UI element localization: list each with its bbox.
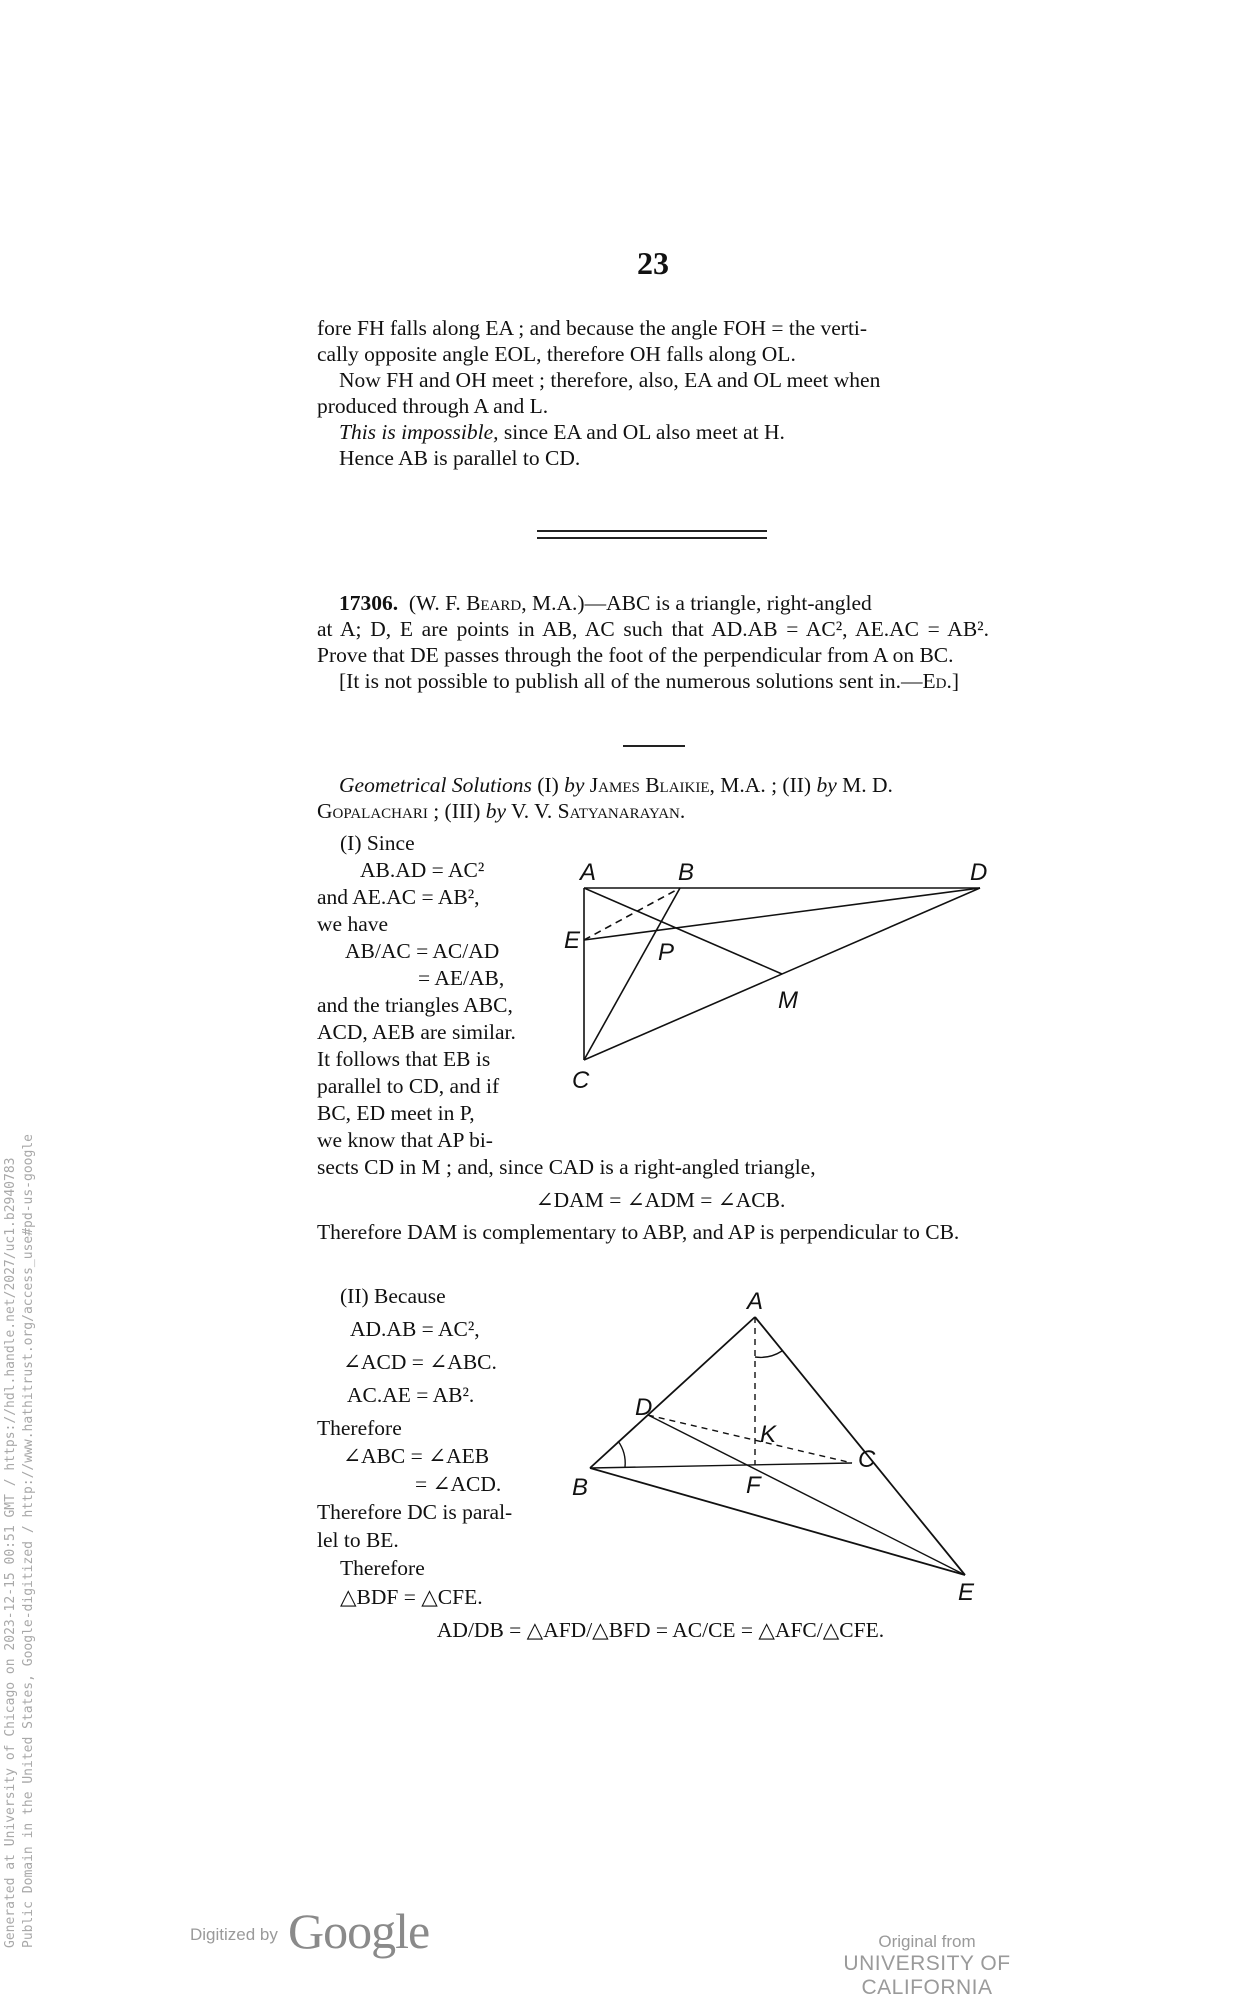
fig2-label: B xyxy=(572,1474,589,1501)
sol2-line: ∠ABC = ∠AEB xyxy=(343,1444,490,1468)
sol1-equation: ∠DAM = ∠ADM = ∠ACB. xyxy=(535,1188,786,1212)
text-line: produced through A and L. xyxy=(317,394,549,418)
problem-statement xyxy=(317,590,989,694)
fig2-label: D xyxy=(635,1394,653,1421)
sol2-line: Therefore xyxy=(317,1416,402,1440)
sol2-line: △BDF = △CFE. xyxy=(340,1585,483,1609)
editor-note: [It is not possible to publish all of the numerous solutions sent in.—Ed.] xyxy=(339,669,959,693)
short-rule xyxy=(623,745,685,747)
sol1-line: AB/AC = AC/AD xyxy=(345,939,500,963)
fig2-label: A xyxy=(747,1288,764,1315)
line-BC xyxy=(590,1463,852,1468)
line-AM xyxy=(584,888,782,974)
sol1-line: BC, ED meet in P, xyxy=(317,1101,475,1125)
sol1-line: we know that AP bi- xyxy=(317,1128,493,1152)
hathitrust-stamp: Generated at University of Chicago on 2023-12-15 00:51 GMT / https://hdl.handle.net/2027/uc1.b2940783 Public Domain in the United States, Google-digitized / http://www.hathitrust.org/access_use#pd-us-google xyxy=(3,1134,36,1948)
line-AB xyxy=(590,1317,755,1468)
fig2-label: F xyxy=(746,1472,761,1499)
digitized-by-label: Digitized by xyxy=(190,1925,278,1944)
line-DE xyxy=(648,1415,965,1575)
line-DC-dashed xyxy=(648,1415,852,1463)
sol2-line: Therefore DC is paral- xyxy=(317,1500,513,1524)
sol1-line: ACD, AEB are similar. xyxy=(317,1020,516,1044)
line-BE xyxy=(590,1468,965,1575)
sol1-conclusion: Therefore DAM is complementary to ABP, and AP is perpendicular to CB. xyxy=(317,1220,960,1244)
text-line: Hence AB is parallel to CD. xyxy=(339,446,581,470)
angle-mark-B xyxy=(618,1441,625,1467)
fig1-label: P xyxy=(658,939,675,966)
sol1-line: and AE.AC = AB², xyxy=(317,885,480,909)
sol1-continuation: sects CD in M ; and, since CAD is a right-angled triangle, xyxy=(317,1155,816,1179)
sol2-line: Therefore xyxy=(340,1556,425,1580)
original-from-block: Original from UNIVERSITY OF CALIFORNIA xyxy=(843,1932,1011,1999)
sol1-line: = AE/AB, xyxy=(418,966,505,990)
text-line: fore FH falls along EA ; and because the angle FOH = the verti- xyxy=(317,316,868,340)
fig1-label: D xyxy=(970,860,988,886)
problem-line: 17306. (W. F. Beard, M.A.)—ABC is a triangle, right-angled xyxy=(339,591,872,615)
figure-1 xyxy=(560,860,1000,1120)
text-line: Now FH and OH meet ; therefore, also, EA and OL meet when xyxy=(339,368,881,392)
sol2-line: (II) Because xyxy=(340,1284,446,1308)
figure-2 xyxy=(560,1285,1000,1605)
sol2-line: lel to BE. xyxy=(317,1528,399,1552)
sol1-line: we have xyxy=(317,912,389,936)
sol1-line: and the triangles ABC, xyxy=(317,993,513,1017)
text-line: This is impossible, since EA and OL also meet at H. xyxy=(339,420,785,444)
sol2-line: AD.AB = AC², xyxy=(350,1317,480,1341)
fig1-label: C xyxy=(572,1067,590,1094)
angle-mark-A xyxy=(755,1351,782,1357)
problem-number: 17306. xyxy=(339,591,399,615)
sol2-final-equation: AD/DB = △AFD/△BFD = AC/CE = △AFC/△CFE. xyxy=(436,1618,885,1642)
solutions-heading: Geometrical Solutions (I) by James Blaikie, M.A. ; (II) by M. D. Gopalachari ; (III) by V. V. Satyanarayan. xyxy=(317,773,893,823)
page-number: 23 xyxy=(637,245,669,281)
sol2-line: AC.AE = AB². xyxy=(347,1383,475,1407)
fig2-label: C xyxy=(858,1446,876,1473)
fig1-label: B xyxy=(678,860,695,886)
problem-body: at A; D, E are points in AB, AC such that AD.AB = AC², AE.AC = AB². Prove that DE passes through the foot of the perpendicular from A on BC. xyxy=(317,617,989,667)
double-rule-bottom xyxy=(537,537,767,539)
sol1-line: It follows that EB is xyxy=(317,1047,491,1071)
fig2-label: E xyxy=(958,1579,975,1605)
fig1-label: A xyxy=(580,860,597,886)
google-logo: Google xyxy=(288,1903,430,1959)
text-line: cally opposite angle EOL, therefore OH falls along OL. xyxy=(317,342,796,366)
fig1-label: M xyxy=(778,987,798,1014)
sol1-line: (I) Since xyxy=(340,831,415,855)
continuation-text xyxy=(317,315,989,471)
sol2-line: ∠ACD = ∠ABC. xyxy=(343,1350,497,1374)
sol2-line: = ∠ACD. xyxy=(415,1472,502,1496)
emphasis: This is impossible, xyxy=(339,420,499,444)
sol1-line: parallel to CD, and if xyxy=(317,1074,500,1098)
double-rule-top xyxy=(537,530,767,532)
fig2-label: K xyxy=(760,1421,777,1448)
fig1-label: E xyxy=(564,927,581,954)
sol1-line: AB.AD = AC² xyxy=(360,858,485,882)
